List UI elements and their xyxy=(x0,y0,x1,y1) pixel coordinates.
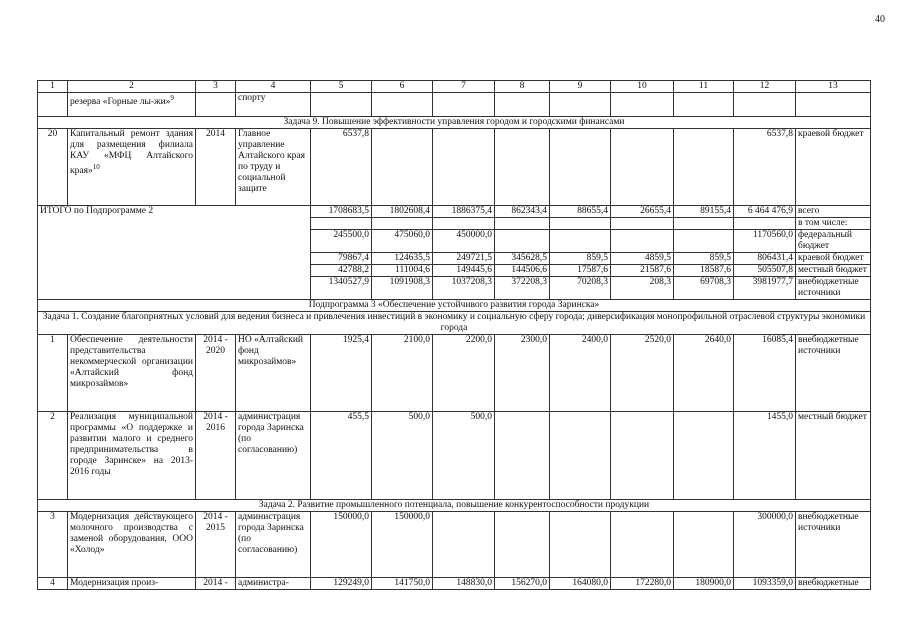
source-cell: краевой бюджет xyxy=(796,253,871,265)
table-row xyxy=(38,578,871,590)
value-cell: 2100,0 xyxy=(372,335,433,412)
value-cell: 150000,0 xyxy=(311,512,372,578)
value-cell: 88655,4 xyxy=(550,206,611,218)
value-cell: 475060,0 xyxy=(372,230,433,253)
value-cell: 1925,4 xyxy=(311,335,372,412)
value-cell: 500,0 xyxy=(433,412,495,500)
task-text: Модернизация произ- xyxy=(68,578,196,590)
section-row xyxy=(38,117,871,129)
value-cell: 862343,4 xyxy=(495,206,550,218)
value-cell: 1886375,4 xyxy=(433,206,495,218)
footnote-mark: 10 xyxy=(92,163,100,171)
total-cell: 300000,0 xyxy=(734,512,796,578)
value-cell: 2640,0 xyxy=(674,335,734,412)
header-cell: 9 xyxy=(550,81,611,93)
section-row xyxy=(38,300,871,312)
header-cell: 10 xyxy=(611,81,674,93)
value-cell: 208,3 xyxy=(611,277,674,300)
total-cell: 1093359,0 xyxy=(734,578,796,590)
value-cell: 21587,6 xyxy=(611,265,674,277)
value-cell: 70208,3 xyxy=(550,277,611,300)
value-cell: 129249,0 xyxy=(311,578,372,590)
section-row xyxy=(38,312,871,335)
source-cell: местный бюджет xyxy=(796,265,871,277)
section-row xyxy=(38,500,871,512)
value-cell: 2300,0 xyxy=(495,335,550,412)
value-cell: 172280,0 xyxy=(611,578,674,590)
value-cell: 148830,0 xyxy=(433,578,495,590)
value-cell: 249721,5 xyxy=(433,253,495,265)
row-number: 4 xyxy=(38,578,68,590)
header-cell: 13 xyxy=(796,81,871,93)
source-cell: всего xyxy=(796,206,871,218)
value-cell: 42788,2 xyxy=(311,265,372,277)
header-cell: 3 xyxy=(196,81,236,93)
total-cell: 16085,4 xyxy=(734,335,796,412)
value-cell: 69708,3 xyxy=(674,277,734,300)
value-cell: 859,5 xyxy=(674,253,734,265)
executor-text: администрация города Заринска (по согласованию) xyxy=(236,512,311,578)
task-text: Обеспечение деятельности представительства некоммерческой организации «Алтайский фонд микрозаймов» xyxy=(68,335,196,412)
value-cell: 17587,6 xyxy=(550,265,611,277)
value-cell: 180900,0 xyxy=(674,578,734,590)
task-heading: Задача 9. Повышение эффективности управления городом и городскими финансами xyxy=(38,117,871,129)
total-cell: 806431,4 xyxy=(734,253,796,265)
value-cell: 2200,0 xyxy=(433,335,495,412)
executor-text: НО «Алтайский фонд микрозаймов» xyxy=(236,335,311,412)
executor-text: администра- xyxy=(236,578,311,590)
source-cell: федеральный бюджет xyxy=(796,230,871,253)
footnote-mark: 9 xyxy=(170,94,174,102)
value-cell: 144506,6 xyxy=(495,265,550,277)
header-cell: 11 xyxy=(674,81,734,93)
itogo-row xyxy=(38,206,871,218)
year-cell: 2014 - 2015 xyxy=(196,512,236,578)
header-cell: 5 xyxy=(311,81,372,93)
task-text: Реализация муниципальной программы «О поддержке и развитии малого и среднего предпринимательства в городе Заринске» на 2013-2016 годы xyxy=(68,412,196,500)
row-number: 2 xyxy=(38,412,68,500)
value-cell: 26655,4 xyxy=(611,206,674,218)
task-text: резерва «Горные лы-жи» xyxy=(70,97,171,108)
value-cell: 1340527,9 xyxy=(311,277,372,300)
row-number: 20 xyxy=(38,129,68,206)
value-cell: 1708683,5 xyxy=(311,206,372,218)
value-cell: 1037208,3 xyxy=(433,277,495,300)
table-row xyxy=(38,512,871,578)
header-cell: 6 xyxy=(372,81,433,93)
budget-table xyxy=(37,80,871,590)
value-cell: 245500,0 xyxy=(311,230,372,253)
table-row xyxy=(38,93,871,117)
total-cell: 505507,8 xyxy=(734,265,796,277)
total-cell: 6 464 476,9 xyxy=(734,206,796,218)
table-row xyxy=(38,335,871,412)
value-cell: 450000,0 xyxy=(433,230,495,253)
task-text: Модернизация действующего молочного производства с заменой оборудования, ООО «Холод» xyxy=(68,512,196,578)
value-cell: 1091908,3 xyxy=(372,277,433,300)
source-cell: краевой бюджет xyxy=(796,129,871,206)
executor-text: спорту xyxy=(236,93,311,117)
year-cell: 2014 xyxy=(196,129,236,206)
value-cell: 149445,6 xyxy=(433,265,495,277)
header-cell: 4 xyxy=(236,81,311,93)
value-cell: 345628,5 xyxy=(495,253,550,265)
year-cell: 2014 - 2016 xyxy=(196,412,236,500)
header-row xyxy=(38,81,871,93)
total-cell: 3981977,7 xyxy=(734,277,796,300)
header-cell: 7 xyxy=(433,81,495,93)
value-cell: 164080,0 xyxy=(550,578,611,590)
source-cell: внебюджетные xyxy=(796,578,871,590)
row-number: 3 xyxy=(38,512,68,578)
value-cell: 4859,5 xyxy=(611,253,674,265)
header-cell: 12 xyxy=(734,81,796,93)
value-cell: 2520,0 xyxy=(611,335,674,412)
executor-text: администрация города Заринска (по согласованию) xyxy=(236,412,311,500)
header-cell: 2 xyxy=(68,81,196,93)
source-cell: в том числе: xyxy=(796,218,871,230)
value-cell: 150000,0 xyxy=(372,512,433,578)
value-cell: 500,0 xyxy=(372,412,433,500)
value-cell: 455,5 xyxy=(311,412,372,500)
total-cell: 6537,8 xyxy=(734,129,796,206)
year-cell: 2014 - 2020 xyxy=(196,335,236,412)
year-cell: 2014 - xyxy=(196,578,236,590)
task-heading: Задача 1. Создание благоприятных условий для ведения бизнеса и привлечения инвестиций в экономику и социальную сферу города; диверсификация монопрофильной отраслевой структуры экономики города xyxy=(38,312,871,335)
value-cell: 156270,0 xyxy=(495,578,550,590)
value-cell: 111004,6 xyxy=(372,265,433,277)
source-cell: местный бюджет xyxy=(796,412,871,500)
value-cell: 1802608,4 xyxy=(372,206,433,218)
source-cell: внебюджетные источники xyxy=(796,512,871,578)
source-cell: внебюджетные источники xyxy=(796,277,871,300)
itogo-label: ИТОГО по Подпрограмме 2 xyxy=(38,206,311,300)
table-row xyxy=(38,129,871,206)
source-cell: внебюджетные источники xyxy=(796,335,871,412)
value-cell: 141750,0 xyxy=(372,578,433,590)
row-number: 1 xyxy=(38,335,68,412)
total-cell: 1455,0 xyxy=(734,412,796,500)
executor-text: Главное управление Алтайского края по труду и социальной защите xyxy=(236,129,311,206)
value-cell: 79867,4 xyxy=(311,253,372,265)
header-cell: 1 xyxy=(38,81,68,93)
total-cell: 1170560,0 xyxy=(734,230,796,253)
value-cell: 2400,0 xyxy=(550,335,611,412)
value-cell: 89155,4 xyxy=(674,206,734,218)
value-cell: 859,5 xyxy=(550,253,611,265)
value-cell: 18587,6 xyxy=(674,265,734,277)
value-cell: 124635,5 xyxy=(372,253,433,265)
value-cell: 6537,8 xyxy=(311,129,372,206)
header-cell: 8 xyxy=(495,81,550,93)
subprogram-heading: Подпрограмма 3 «Обеспечение устойчивого развития города Заринска» xyxy=(38,300,871,312)
task-heading: Задача 2. Развитие промышленного потенциала, повышение конкурентоспособности продукции xyxy=(38,500,871,512)
table-row xyxy=(38,412,871,500)
value-cell: 372208,3 xyxy=(495,277,550,300)
page-number: 40 xyxy=(875,14,885,25)
task-text: Капитальный ремонт здания для размещения филиала КАУ «МФЦ Алтайского края» xyxy=(70,129,193,177)
